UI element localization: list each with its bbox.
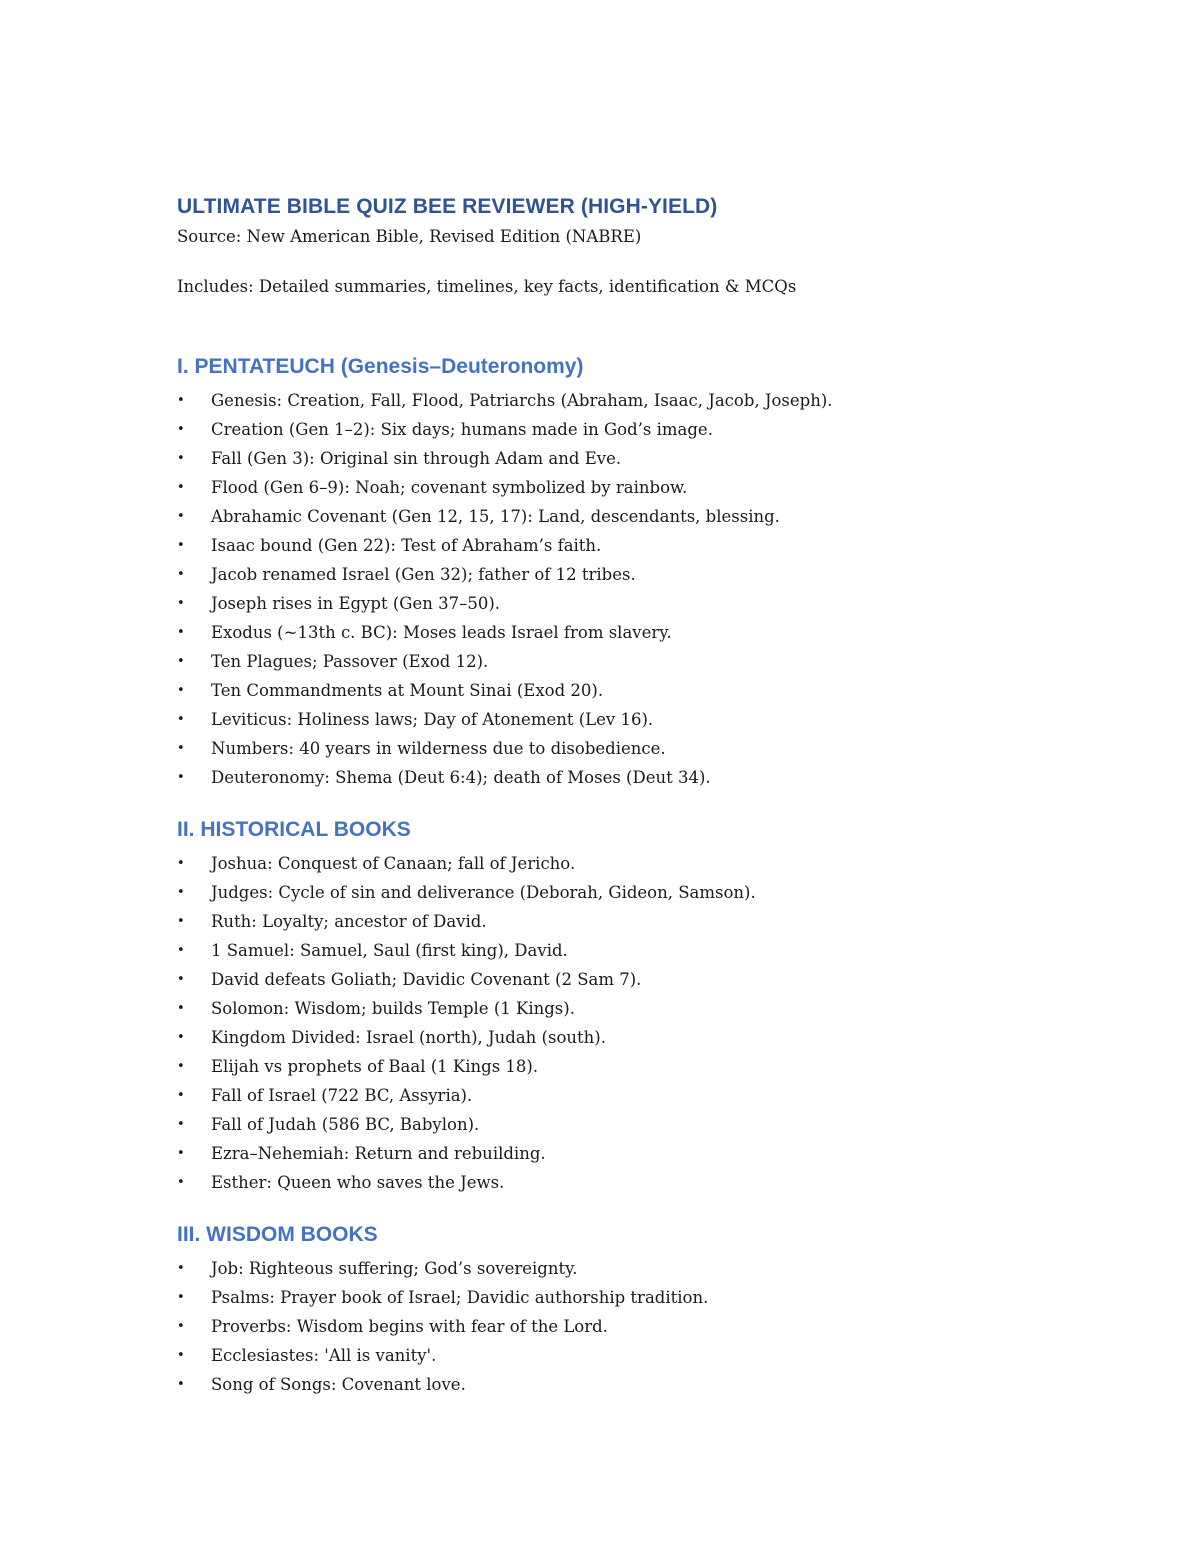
list-item bbox=[177, 1023, 1077, 1052]
section-heading: I. PENTATEUCH (Genesis–Deuteronomy) bbox=[177, 355, 584, 378]
list-item bbox=[177, 1283, 1077, 1312]
list-item bbox=[177, 1081, 1077, 1110]
list-item-text: Fall of Israel (722 BC, Assyria). bbox=[211, 1086, 473, 1105]
list-item-text: Genesis: Creation, Fall, Flood, Patriarchs (Abraham, Isaac, Jacob, Joseph). bbox=[211, 391, 833, 410]
list-item bbox=[177, 531, 1077, 560]
list-item bbox=[177, 907, 1077, 936]
includes-line: Includes: Detailed summaries, timelines, key facts, identification & MCQs bbox=[177, 277, 797, 296]
list-item-text: Elijah vs prophets of Baal (1 Kings 18). bbox=[211, 1057, 539, 1076]
bullet-icon: • bbox=[177, 1348, 185, 1363]
document-page bbox=[177, 190, 1077, 1399]
bullet-icon: • bbox=[177, 856, 185, 871]
bullet-icon: • bbox=[177, 1146, 185, 1161]
list-item-text: Job: Righteous suffering; God’s sovereignty. bbox=[211, 1259, 578, 1278]
list-item-text: Exodus (~13th c. BC): Moses leads Israel from slavery. bbox=[211, 623, 672, 642]
list-item-text: Creation (Gen 1–2): Six days; humans made in God’s image. bbox=[211, 420, 713, 439]
bullet-icon: • bbox=[177, 480, 185, 495]
section-heading: III. WISDOM BOOKS bbox=[177, 1223, 378, 1246]
bullet-icon: • bbox=[177, 885, 185, 900]
list-item-text: Abrahamic Covenant (Gen 12, 15, 17): Land, descendants, blessing. bbox=[211, 507, 780, 526]
bullet-icon: • bbox=[177, 683, 185, 698]
bullet-icon: • bbox=[177, 538, 185, 553]
list-item bbox=[177, 560, 1077, 589]
list-item-text: Esther: Queen who saves the Jews. bbox=[211, 1173, 505, 1192]
list-item bbox=[177, 936, 1077, 965]
bullet-icon: • bbox=[177, 451, 185, 466]
bullet-list bbox=[177, 849, 1077, 1197]
bullet-icon: • bbox=[177, 1319, 185, 1334]
list-item bbox=[177, 763, 1077, 792]
list-item-text: Ruth: Loyalty; ancestor of David. bbox=[211, 912, 487, 931]
list-item bbox=[177, 1110, 1077, 1139]
list-item bbox=[177, 1312, 1077, 1341]
list-item-text: Ten Plagues; Passover (Exod 12). bbox=[211, 652, 489, 671]
list-item bbox=[177, 386, 1077, 415]
list-item bbox=[177, 878, 1077, 907]
bullet-icon: • bbox=[177, 654, 185, 669]
bullet-icon: • bbox=[177, 741, 185, 756]
list-item-text: 1 Samuel: Samuel, Saul (first king), David. bbox=[211, 941, 568, 960]
bullet-icon: • bbox=[177, 1117, 185, 1132]
bullet-icon: • bbox=[177, 567, 185, 582]
bullet-icon: • bbox=[177, 422, 185, 437]
list-item-text: Leviticus: Holiness laws; Day of Atonement (Lev 16). bbox=[211, 710, 654, 729]
list-item bbox=[177, 589, 1077, 618]
list-item-text: Joseph rises in Egypt (Gen 37–50). bbox=[211, 594, 501, 613]
bullet-icon: • bbox=[177, 596, 185, 611]
list-item-text: Numbers: 40 years in wilderness due to disobedience. bbox=[211, 739, 666, 758]
list-item bbox=[177, 415, 1077, 444]
bullet-icon: • bbox=[177, 914, 185, 929]
section-heading: II. HISTORICAL BOOKS bbox=[177, 818, 411, 841]
list-item bbox=[177, 618, 1077, 647]
list-item bbox=[177, 1168, 1077, 1197]
list-item-text: Kingdom Divided: Israel (north), Judah (south). bbox=[211, 1028, 606, 1047]
list-item-text: Ezra–Nehemiah: Return and rebuilding. bbox=[211, 1144, 546, 1163]
list-item-text: Judges: Cycle of sin and deliverance (Deborah, Gideon, Samson). bbox=[211, 883, 756, 902]
list-item bbox=[177, 965, 1077, 994]
bullet-icon: • bbox=[177, 1377, 185, 1392]
bullet-icon: • bbox=[177, 509, 185, 524]
bullet-icon: • bbox=[177, 1088, 185, 1103]
bullet-icon: • bbox=[177, 1290, 185, 1305]
list-item-text: Isaac bound (Gen 22): Test of Abraham’s faith. bbox=[211, 536, 602, 555]
section-wisdom-books bbox=[177, 1220, 1077, 1399]
list-item-text: Proverbs: Wisdom begins with fear of the Lord. bbox=[211, 1317, 608, 1336]
document-title: ULTIMATE BIBLE QUIZ BEE REVIEWER (HIGH-YIELD) bbox=[177, 195, 718, 218]
section-historical-books bbox=[177, 815, 1077, 1197]
list-item-text: Joshua: Conquest of Canaan; fall of Jericho. bbox=[211, 854, 576, 873]
bullet-icon: • bbox=[177, 625, 185, 640]
list-item bbox=[177, 502, 1077, 531]
bullet-icon: • bbox=[177, 972, 185, 987]
list-item-text: Psalms: Prayer book of Israel; Davidic authorship tradition. bbox=[211, 1288, 709, 1307]
list-item-text: Fall of Judah (586 BC, Babylon). bbox=[211, 1115, 480, 1134]
list-item-text: David defeats Goliath; Davidic Covenant (2 Sam 7). bbox=[211, 970, 642, 989]
list-item-text: Song of Songs: Covenant love. bbox=[211, 1375, 466, 1394]
bullet-icon: • bbox=[177, 1030, 185, 1045]
section-pentateuch bbox=[177, 352, 1077, 792]
list-item bbox=[177, 734, 1077, 763]
list-item bbox=[177, 705, 1077, 734]
bullet-icon: • bbox=[177, 770, 185, 785]
bullet-icon: • bbox=[177, 712, 185, 727]
bullet-icon: • bbox=[177, 393, 185, 408]
bullet-list bbox=[177, 386, 1077, 792]
list-item-text: Ecclesiastes: 'All is vanity'. bbox=[211, 1346, 437, 1365]
list-item bbox=[177, 676, 1077, 705]
list-item bbox=[177, 444, 1077, 473]
bullet-icon: • bbox=[177, 1059, 185, 1074]
list-item-text: Deuteronomy: Shema (Deut 6:4); death of Moses (Deut 34). bbox=[211, 768, 711, 787]
bullet-icon: • bbox=[177, 943, 185, 958]
list-item bbox=[177, 849, 1077, 878]
bullet-icon: • bbox=[177, 1001, 185, 1016]
list-item bbox=[177, 1370, 1077, 1399]
list-item-text: Solomon: Wisdom; builds Temple (1 Kings). bbox=[211, 999, 575, 1018]
list-item bbox=[177, 647, 1077, 676]
list-item bbox=[177, 1139, 1077, 1168]
sections-container bbox=[177, 352, 1077, 1399]
list-item bbox=[177, 1254, 1077, 1283]
bullet-icon: • bbox=[177, 1261, 185, 1276]
list-item bbox=[177, 1341, 1077, 1370]
list-item-text: Ten Commandments at Mount Sinai (Exod 20). bbox=[211, 681, 604, 700]
list-item-text: Flood (Gen 6–9): Noah; covenant symbolized by rainbow. bbox=[211, 478, 688, 497]
list-item-text: Fall (Gen 3): Original sin through Adam and Eve. bbox=[211, 449, 622, 468]
bullet-icon: • bbox=[177, 1175, 185, 1190]
source-line: Source: New American Bible, Revised Edition (NABRE) bbox=[177, 227, 642, 246]
bullet-list bbox=[177, 1254, 1077, 1399]
list-item bbox=[177, 473, 1077, 502]
list-item bbox=[177, 1052, 1077, 1081]
list-item-text: Jacob renamed Israel (Gen 32); father of 12 tribes. bbox=[211, 565, 636, 584]
list-item bbox=[177, 994, 1077, 1023]
